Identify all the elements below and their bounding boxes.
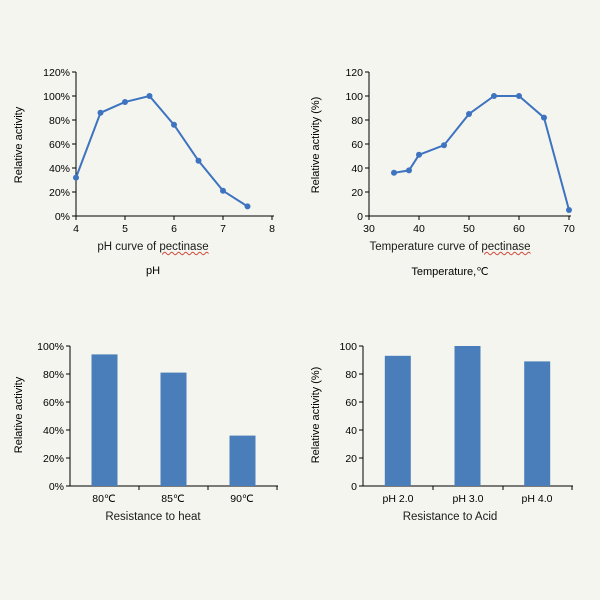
acid-ytick-5: 100 <box>339 341 357 353</box>
ph-axis-lines <box>76 72 274 216</box>
temp-xtick-0: 30 <box>363 223 375 235</box>
ph-ytick-2: 40% <box>48 163 70 175</box>
temp-xtick-2: 50 <box>463 223 475 235</box>
heat-x-tickmarks <box>139 486 277 490</box>
ph-x-tickmarks <box>76 216 272 220</box>
chart-panel-resistance-to-heat <box>8 300 298 570</box>
data-point <box>73 175 79 181</box>
resistance-to-heat-svg <box>8 300 298 505</box>
heat-ytick-2: 40% <box>42 425 64 437</box>
resistance-to-acid-plot <box>305 300 595 505</box>
acid-y-axis-title: Relative activity (%) <box>310 366 322 464</box>
heat-y-axis-title: Relative activity <box>13 376 25 454</box>
ph-xtick-3: 7 <box>220 223 226 235</box>
temp-ytick-1: 20 <box>351 187 363 199</box>
heat-chart-caption <box>8 511 298 523</box>
acid-y-tickmarks <box>359 346 363 486</box>
data-point <box>516 93 522 99</box>
acid-x-tickmarks <box>433 486 572 490</box>
bar <box>230 436 256 486</box>
ph-x-axis-title: pH <box>145 265 161 277</box>
data-point <box>541 115 547 121</box>
resistance-to-heat-plot <box>8 300 298 505</box>
temp-series <box>391 93 572 213</box>
heat-ytick-3: 60% <box>42 397 64 409</box>
acid-xtick-1: pH 3.0 <box>452 493 484 505</box>
resistance-to-acid-svg <box>305 300 595 505</box>
heat-ytick-4: 80% <box>42 369 64 381</box>
data-point <box>245 203 251 209</box>
temp-y-tickmarks <box>365 72 369 216</box>
ph-caption-text: pH curve of <box>97 241 160 253</box>
data-point <box>566 207 572 213</box>
temp-caption-misspelled-word: pectinase <box>481 241 531 253</box>
bar <box>161 373 187 486</box>
acid-ytick-0: 0 <box>351 481 357 493</box>
temperature-curve-plot <box>305 30 595 235</box>
temperature-curve-svg <box>305 30 595 235</box>
data-point <box>196 158 202 164</box>
temp-y-axis-title: Relative activity (%) <box>310 96 322 194</box>
ph-ytick-0: 0% <box>54 211 70 223</box>
acid-ytick-4: 80 <box>345 369 357 381</box>
ph-xtick-2: 6 <box>171 223 177 235</box>
ph-xtick-1: 5 <box>122 223 128 235</box>
chart-panel-temperature-curve <box>305 30 595 300</box>
chart-panel-resistance-to-acid <box>305 300 595 570</box>
ph-ytick-3: 60% <box>48 139 70 151</box>
chart-panel-ph-curve <box>8 30 298 300</box>
bar <box>92 354 118 486</box>
heat-ytick-1: 20% <box>42 453 64 465</box>
data-point <box>416 152 422 158</box>
temp-x-tickmarks <box>369 216 569 220</box>
data-point <box>98 110 104 116</box>
acid-xtick-0: pH 2.0 <box>382 493 414 505</box>
acid-chart-caption <box>305 511 595 523</box>
temp-ytick-3: 60 <box>351 139 363 151</box>
bar <box>385 356 411 486</box>
data-point <box>391 170 397 176</box>
data-point <box>491 93 497 99</box>
temp-ytick-0: 0 <box>357 211 363 223</box>
ph-chart-caption <box>8 241 298 253</box>
temp-ytick-4: 80 <box>351 115 363 127</box>
ph-xtick-0: 4 <box>73 223 79 235</box>
bar <box>524 361 550 486</box>
temp-xtick-3: 60 <box>513 223 525 235</box>
ph-ytick-4: 80% <box>48 115 70 127</box>
acid-bar-group <box>385 346 550 486</box>
data-point <box>147 93 153 99</box>
heat-xtick-2: 90℃ <box>230 493 254 505</box>
ph-caption-misspelled-word: pectinase <box>159 241 209 253</box>
heat-y-tickmarks <box>66 346 70 486</box>
acid-ytick-3: 60 <box>345 397 357 409</box>
ph-ytick-5: 100% <box>43 91 70 103</box>
bar <box>455 346 481 486</box>
data-point <box>466 111 472 117</box>
data-point <box>171 122 177 128</box>
heat-bar-group <box>92 354 256 486</box>
data-point <box>220 188 226 194</box>
temp-ytick-5: 100 <box>345 91 363 103</box>
acid-ytick-1: 20 <box>345 453 357 465</box>
heat-caption-text: Resistance to heat <box>105 511 201 523</box>
temperature-chart-caption <box>305 241 595 253</box>
data-point <box>441 142 447 148</box>
heat-xtick-1: 85℃ <box>161 493 185 505</box>
data-point <box>406 167 412 173</box>
temp-caption-text: Temperature curve of <box>369 241 482 253</box>
acid-caption-text: Resistance to Acid <box>402 511 498 523</box>
heat-xtick-0: 80℃ <box>92 493 116 505</box>
temp-xtick-4: 70 <box>563 223 575 235</box>
ph-curve-plot <box>8 30 298 235</box>
temp-ytick-2: 40 <box>351 163 363 175</box>
ph-ytick-6: 120% <box>43 67 70 79</box>
temp-xtick-1: 40 <box>413 223 425 235</box>
ph-xtick-4: 8 <box>269 223 275 235</box>
ph-y-tickmarks <box>72 72 76 216</box>
heat-ytick-5: 100% <box>37 341 64 353</box>
ph-curve-svg <box>8 30 298 235</box>
acid-ytick-2: 40 <box>345 425 357 437</box>
ph-series <box>73 93 251 209</box>
ph-ytick-1: 20% <box>48 187 70 199</box>
acid-xtick-2: pH 4.0 <box>521 493 553 505</box>
data-point <box>122 99 128 105</box>
temp-axis-lines <box>369 72 571 216</box>
temp-x-axis-title: Temperature,℃ <box>411 266 489 278</box>
ph-y-axis-title: Relative activity <box>13 106 25 184</box>
heat-ytick-0: 0% <box>48 481 64 493</box>
temp-ytick-6: 120 <box>345 67 363 79</box>
